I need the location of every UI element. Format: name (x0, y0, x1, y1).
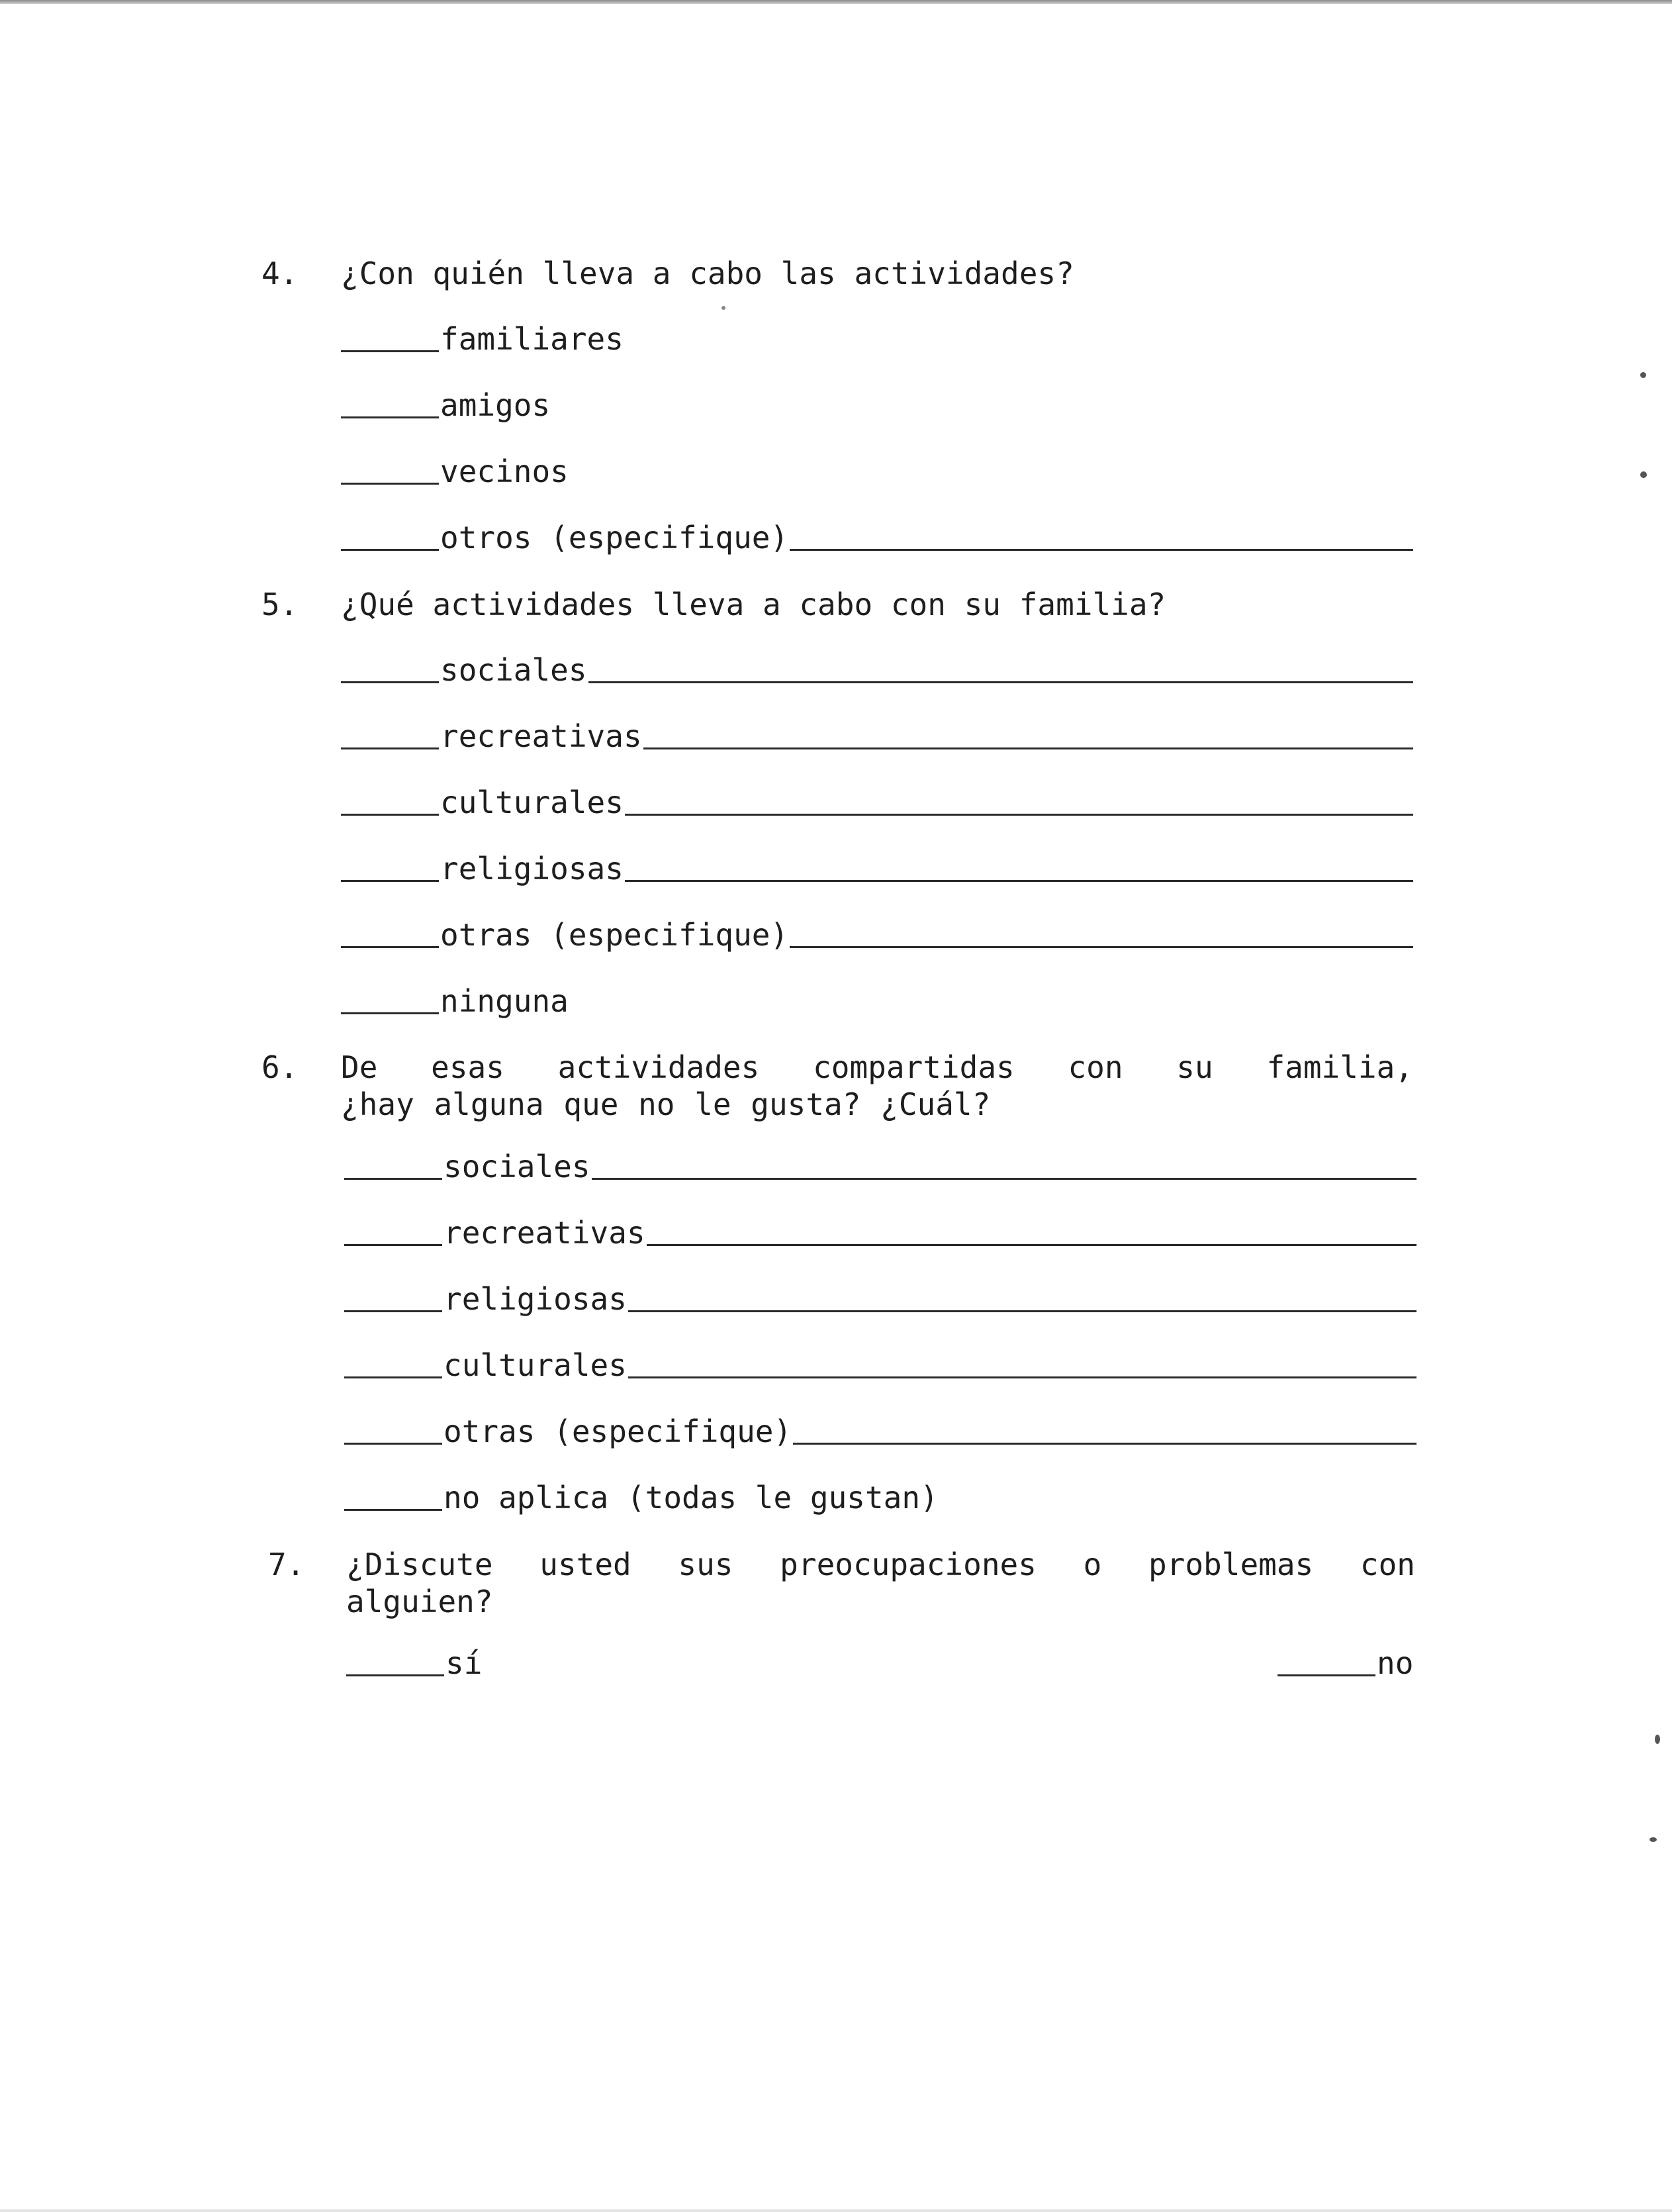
scan-speck (1655, 1735, 1660, 1744)
q4-option-otros[interactable] (341, 519, 1413, 556)
option-label: vecinos (440, 454, 569, 489)
specify-line[interactable] (790, 549, 1413, 551)
question-5-number: 5. (261, 587, 299, 622)
q4-option-amigos[interactable] (341, 387, 1413, 424)
answer-blank[interactable] (341, 747, 439, 749)
option-label: no (1377, 1645, 1414, 1681)
question-4-number: 4. (261, 256, 299, 291)
option-label: no aplica (todas le gustan) (443, 1480, 939, 1515)
scan-speck (1640, 372, 1646, 378)
option-label: religiosas (440, 851, 624, 887)
option-label: otros (especifique) (440, 520, 789, 555)
answer-blank[interactable] (344, 1178, 442, 1180)
specify-line[interactable] (592, 1178, 1417, 1180)
specify-line[interactable] (628, 1310, 1417, 1312)
q6-option-religiosas[interactable] (344, 1280, 1417, 1318)
scan-speck (721, 306, 725, 310)
answer-blank[interactable] (341, 549, 439, 551)
question-6-text-line-2: ¿hay alguna que no le gusta? ¿Cuál? (341, 1086, 991, 1122)
q5-option-ninguna[interactable] (341, 983, 1413, 1020)
q7-option-no[interactable] (1277, 1645, 1423, 1682)
answer-blank[interactable] (341, 681, 439, 683)
answer-blank[interactable] (341, 350, 439, 352)
answer-blank[interactable] (344, 1376, 442, 1378)
q7-option-si[interactable] (346, 1645, 611, 1682)
answer-blank[interactable] (344, 1443, 442, 1445)
option-label: amigos (440, 387, 551, 423)
question-7-text (346, 1546, 1415, 1620)
option-label: culturales (440, 785, 624, 820)
option-label: sí (445, 1645, 483, 1681)
specify-line[interactable] (625, 814, 1413, 816)
q5-option-sociales[interactable] (341, 651, 1413, 689)
q5-option-culturales[interactable] (341, 784, 1413, 821)
answer-blank[interactable] (341, 416, 439, 418)
q6-option-culturales[interactable] (344, 1347, 1417, 1384)
option-label: recreativas (440, 718, 642, 754)
scan-top-edge (0, 0, 1672, 4)
specify-line[interactable] (625, 880, 1413, 882)
answer-blank[interactable] (341, 880, 439, 882)
answer-blank[interactable] (341, 483, 439, 485)
answer-blank[interactable] (344, 1244, 442, 1246)
answer-blank[interactable] (341, 1012, 439, 1014)
q5-option-otras[interactable] (341, 916, 1413, 953)
question-6-text-line-1: De esas actividades compartidas con su familia, (341, 1049, 1413, 1085)
option-label: culturales (443, 1347, 627, 1383)
q4-option-vecinos[interactable] (341, 453, 1413, 490)
scan-speck (1649, 1837, 1657, 1842)
q6-option-otras[interactable] (344, 1413, 1417, 1450)
question-6-number: 6. (261, 1049, 299, 1085)
option-label: sociales (443, 1149, 590, 1184)
question-7-text-line-2: alguien? (346, 1584, 493, 1619)
specify-line[interactable] (790, 946, 1413, 948)
answer-blank[interactable] (341, 946, 439, 948)
specify-line[interactable] (643, 747, 1413, 749)
option-label: familiares (440, 321, 624, 357)
q6-option-sociales[interactable] (344, 1148, 1417, 1185)
scan-bottom-edge (0, 2209, 1672, 2212)
option-label: otras (especifique) (443, 1414, 792, 1449)
specify-line[interactable] (793, 1443, 1417, 1445)
option-label: recreativas (443, 1215, 645, 1251)
question-6-text (341, 1049, 1413, 1123)
option-label: religiosas (443, 1281, 627, 1317)
specify-line[interactable] (647, 1244, 1417, 1246)
specify-line[interactable] (588, 681, 1413, 683)
question-7-number: 7. (268, 1547, 305, 1582)
question-7-text-line-1: ¿Discute usted sus preocupaciones o problemas con (346, 1547, 1415, 1582)
question-4-text: ¿Con quién lleva a cabo las actividades? (341, 256, 1074, 291)
answer-blank[interactable] (1277, 1674, 1375, 1676)
answer-blank[interactable] (344, 1310, 442, 1312)
option-label: otras (especifique) (440, 917, 789, 953)
q5-option-religiosas[interactable] (341, 850, 1413, 887)
q6-option-recreativas[interactable] (344, 1214, 1417, 1251)
q5-option-recreativas[interactable] (341, 718, 1413, 755)
q4-option-familiares[interactable] (341, 320, 1413, 358)
option-label: sociales (440, 652, 587, 688)
scan-speck (1640, 471, 1647, 478)
answer-blank[interactable] (346, 1674, 444, 1676)
q6-option-no-aplica[interactable] (344, 1479, 1417, 1516)
answer-blank[interactable] (344, 1509, 442, 1511)
option-label: ninguna (440, 983, 569, 1019)
answer-blank[interactable] (341, 814, 439, 816)
question-5-text: ¿Qué actividades lleva a cabo con su familia? (341, 587, 1166, 622)
specify-line[interactable] (628, 1376, 1417, 1378)
